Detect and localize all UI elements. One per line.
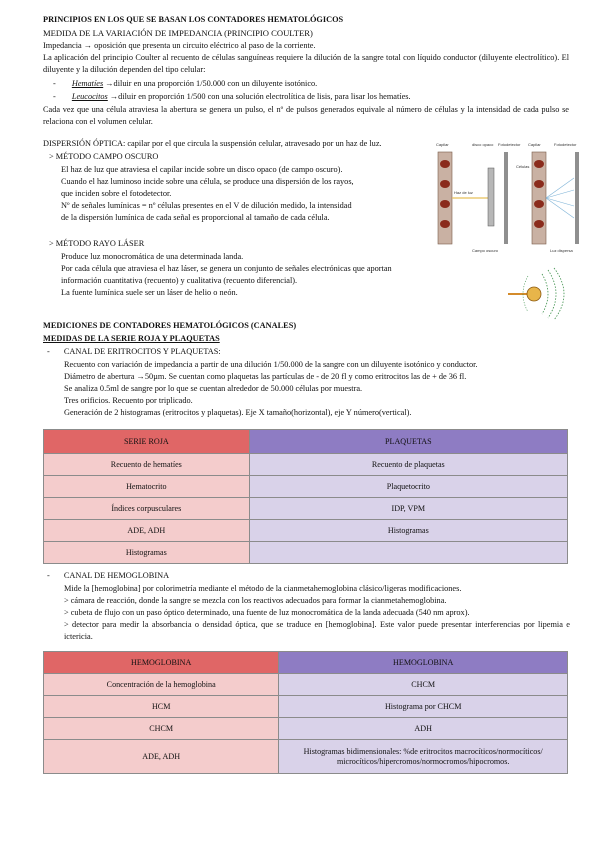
table-cell: Histogramas xyxy=(249,520,567,542)
table-cell: Plaquetocrito xyxy=(249,476,567,498)
bullet-leucocitos xyxy=(53,91,411,103)
diagram-label: Capilar xyxy=(436,142,449,147)
channel1-line: Tres orificios. Recuento por triplicado. xyxy=(64,396,193,406)
laser-scatter-diagram xyxy=(508,264,576,324)
channel2-title: CANAL DE HEMOGLOBINA xyxy=(63,571,170,580)
channel2-line: > cubeta de flujo con un paso óptico determinado, una fuente de luz monocromática de la landa adecuada (540 nm aprox). xyxy=(64,608,470,618)
dark-field-line: Nº de señales lumínicas = nº células presentes en el V de dilución medido, la intensidad xyxy=(61,201,352,211)
table-row xyxy=(44,542,568,564)
diagram-label: Luz dispersa xyxy=(550,248,573,253)
table-header-cell: HEMOGLOBINA xyxy=(279,652,568,674)
table-row xyxy=(44,454,568,476)
optical-heading: DISPERSIÓN ÓPTICA: capilar por el que circula la suspensión celular, atravesado por un haz de luz. xyxy=(43,139,382,148)
table-header-row xyxy=(44,430,568,454)
laser-title: > MÉTODO RAYO LÁSER xyxy=(49,239,145,248)
bullet-hematies-term: Hematíes xyxy=(71,79,104,88)
table-row xyxy=(44,740,568,774)
table-header-cell: PLAQUETAS xyxy=(249,430,567,454)
dark-field-diagram xyxy=(432,138,584,256)
diagram-label: Capilar xyxy=(528,142,541,147)
table-cell: Recuento de plaquetas xyxy=(249,454,567,476)
channel1-title: CANAL DE ERITROCITOS Y PLAQUETAS: xyxy=(63,347,221,356)
table-cell: Histogramas xyxy=(44,542,250,564)
laser-lines xyxy=(61,251,392,299)
dark-field-title: > MÉTODO CAMPO OSCURO xyxy=(49,152,159,161)
table-cell: Índices corpusculares xyxy=(44,498,250,520)
bullet-dash: - xyxy=(47,571,50,580)
bullet-leucocitos-text: →diluir en proporción 1/500 con una solución electrolítica de lisis, para lisar los hematíes. xyxy=(107,92,411,101)
dark-field-line: Cuando el haz luminoso incide sobre una célula, se produce una dispersión de los rayos, xyxy=(61,177,354,187)
table-cell: CHCM xyxy=(44,718,279,740)
table-cell: Concentración de la hemoglobina xyxy=(44,674,279,696)
table-row xyxy=(44,498,568,520)
laser-line: La fuente lumínica suele ser un láser de helio o neón. xyxy=(61,288,238,298)
measurements-subheading: MEDIDAS DE LA SERIE ROJA Y PLAQUETAS xyxy=(43,334,220,343)
channel1-line: Recuento con variación de impedancia a partir de una dilución 1/50.000 de la sangre con un diluyente isotónico y conductor. xyxy=(64,360,478,369)
diagram-label: Células xyxy=(516,164,530,169)
bullet-dash: - xyxy=(47,347,50,356)
bullet-dash: - xyxy=(53,79,56,88)
dark-field-line: de la dispersión lumínica de cada señal es proporcional al tamaño de cada célula. xyxy=(61,213,330,223)
laser-line: Produce luz monocromática de una determinada landa. xyxy=(61,252,244,261)
table-cell: ADH xyxy=(279,718,568,740)
diagram-label: Fotodetector xyxy=(554,142,577,147)
table-row xyxy=(44,718,568,740)
impedance-heading: MEDIDA DE LA VARIACIÓN DE IMPEDANCIA (PRINCIPIO COULTER) xyxy=(43,28,313,38)
table-cell: ADE, ADH xyxy=(44,520,250,542)
channel2-line: > cámara de reacción, donde la sangre se mezcla con los reactivos adecuados para formar la cianmetahemoglobina. xyxy=(64,596,447,606)
table-header-cell: SERIE ROJA xyxy=(44,430,250,454)
bullet-hematies-text: →diluir en una proporción 1/50.000 con un diluyente isotónico. xyxy=(103,79,318,88)
table-header-row xyxy=(44,652,568,674)
channel2-line: Mide la [hemoglobina] por colorimetría mediante el método de la cianmetahemoglobina clásico/ligeras modificaciones. xyxy=(64,584,462,593)
table-cell: HCM xyxy=(44,696,279,718)
hemoglobin-table xyxy=(43,651,568,774)
table-header-cell: HEMOGLOBINA xyxy=(44,652,279,674)
table-row xyxy=(44,476,568,498)
table-row xyxy=(44,696,568,718)
table-cell: Hematocrito xyxy=(44,476,250,498)
impedance-paragraph-1: La aplicación del principio Coulter al recuento de células sanguíneas requiere la dilución de la sangre total con líquido conductor (diluyente electrolítico). El diluyente y la dilución dependen del tipo celular: xyxy=(43,53,569,75)
impedance-paragraph-2: Cada vez que una célula atraviesa la abertura se genera un pulso, el nº de pulsos generados equivale al número de células y la intensidad de cada pulso se relaciona con el volumen celular. xyxy=(43,105,569,127)
channel1-line: Generación de 2 histogramas (eritrocitos y plaquetas). Eje X tamaño(horizontal), eje Y número(vertical). xyxy=(64,408,412,418)
bullet-leucocitos-term: Leucocitos xyxy=(71,92,108,101)
red-series-platelets-table xyxy=(43,429,568,564)
diagram-label: Fotodetector xyxy=(498,142,521,147)
table-cell: Recuento de hematíes xyxy=(44,454,250,476)
impedance-definition: Impedancia → oposición que presenta un circuito eléctrico al paso de la corriente. xyxy=(43,41,316,50)
laser-line: Por cada célula que atraviesa el haz láser, se genera un conjunto de señales electrónicas que aportan xyxy=(61,264,392,274)
channel2-line: > detector para medir la absorbancia o densidad óptica, que se traduce en [hemoglobina]. Este valor puede presentar interferencias por lipemia e ictericia. xyxy=(64,620,570,642)
table-cell: ADE, ADH xyxy=(44,740,279,774)
channel2-title-row xyxy=(47,570,169,582)
dark-field-lines xyxy=(61,164,354,224)
laser-line: información cuantitativa (recuento) y cualitativa (recuento diferencial). xyxy=(61,276,298,286)
table-cell: CHCM xyxy=(279,674,568,696)
table-cell: Histogramas bidimensionales: %de eritrocitos macrocíticos/normocíticos/ microcíticos/hipercromos/normocromos/hipocromos. xyxy=(279,740,568,774)
table-cell: Histograma por CHCM xyxy=(279,696,568,718)
page-title: PRINCIPIOS EN LOS QUE SE BASAN LOS CONTADORES HEMATOLÓGICOS xyxy=(43,15,344,24)
measurements-heading: MEDICIONES DE CONTADORES HEMATOLÓGICOS (CANALES) xyxy=(43,321,297,330)
bullet-hematies xyxy=(53,78,317,90)
channel1-title-row xyxy=(47,346,221,358)
diagram-label: disco opaco xyxy=(472,142,494,147)
bullet-dash: - xyxy=(53,92,56,101)
diagram-label: Haz de luz xyxy=(454,190,473,195)
table-cell xyxy=(249,542,567,564)
channel1-lines xyxy=(64,359,478,419)
dark-field-line: que inciden sobre el fotodetector. xyxy=(61,189,172,199)
channel1-line: Diámetro de abertura →50µm. Se cuentan como plaquetas las partículas de - de 20 fl y como eritrocitos las de + de 36 fl. xyxy=(64,372,467,382)
channel2-lines xyxy=(64,583,570,643)
diagram-label: Campo oscuro xyxy=(472,248,499,253)
table-cell: IDP, VPM xyxy=(249,498,567,520)
dark-field-line: El haz de luz que atraviesa el capilar incide sobre un disco opaco (de campo oscuro). xyxy=(61,165,343,174)
table-row xyxy=(44,520,568,542)
table-row xyxy=(44,674,568,696)
channel1-line: Se analiza 0.5ml de sangre por lo que se cuentan alrededor de 50.000 células por muestra. xyxy=(64,384,363,394)
